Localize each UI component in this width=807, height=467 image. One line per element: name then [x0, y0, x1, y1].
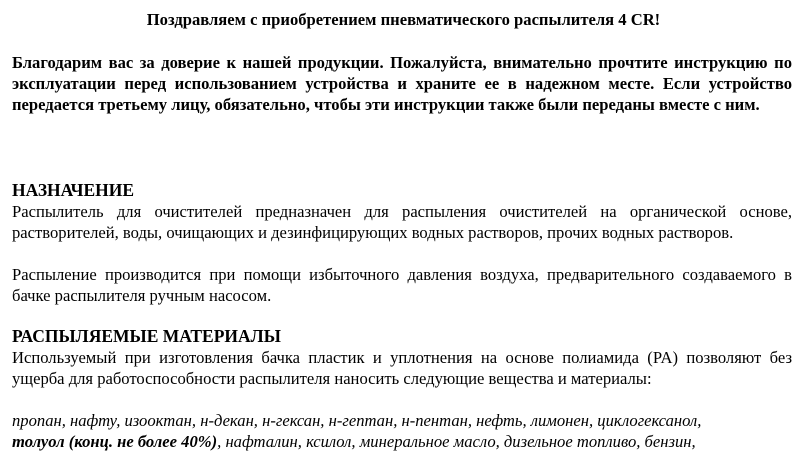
- section-heading-materials: РАСПЫЛЯЕМЫЕ МАТЕРИАЛЫ: [12, 326, 281, 346]
- document-title: Поздравляем с приобретением пневматического распылителя 4 CR!: [146, 10, 661, 29]
- materials-list-line-2-rest: , нафталин, ксилол, минеральное масло, дизельное топливо, бензин,: [217, 432, 696, 451]
- section-heading-purpose: НАЗНАЧЕНИЕ: [12, 180, 135, 200]
- materials-list-line-2: [12, 431, 792, 452]
- materials-paragraph: Используемый при изготовления бачка пластик и уплотнения на основе полиамида (PA) позволяют без ущерба для работоспособности распылителя наносить следующие вещества и материалы:: [12, 348, 792, 388]
- toluene-bold-text: толуол (конц. не более 40%): [12, 432, 218, 451]
- purpose-paragraph-2: Распыление производится при помощи избыточного давления воздуха, предварительного создаваемого в бачке распылителя ручным насосом.: [12, 265, 792, 305]
- intro-paragraph: Благодарим вас за доверие к нашей продукции. Пожалуйста, внимательно прочтите инструкцию по эксплуатации перед использованием устройства и храните ее в надежном месте. Если устройство передается третьему лицу, обязательно, чтобы эти инструкции также были переданы вместе с ним.: [12, 53, 792, 114]
- materials-list-line-1: пропан, нафту, изооктан, н-декан, н-гексан, н-гептан, н-пентан, нефть, лимонен, циклогексанол,: [12, 411, 702, 430]
- purpose-paragraph-1: Распылитель для очистителей предназначен для распыления очистителей на органической основе, растворителей, воды, очищающих и дезинфицирующих водных растворов, прочих водных растворов.: [12, 202, 792, 242]
